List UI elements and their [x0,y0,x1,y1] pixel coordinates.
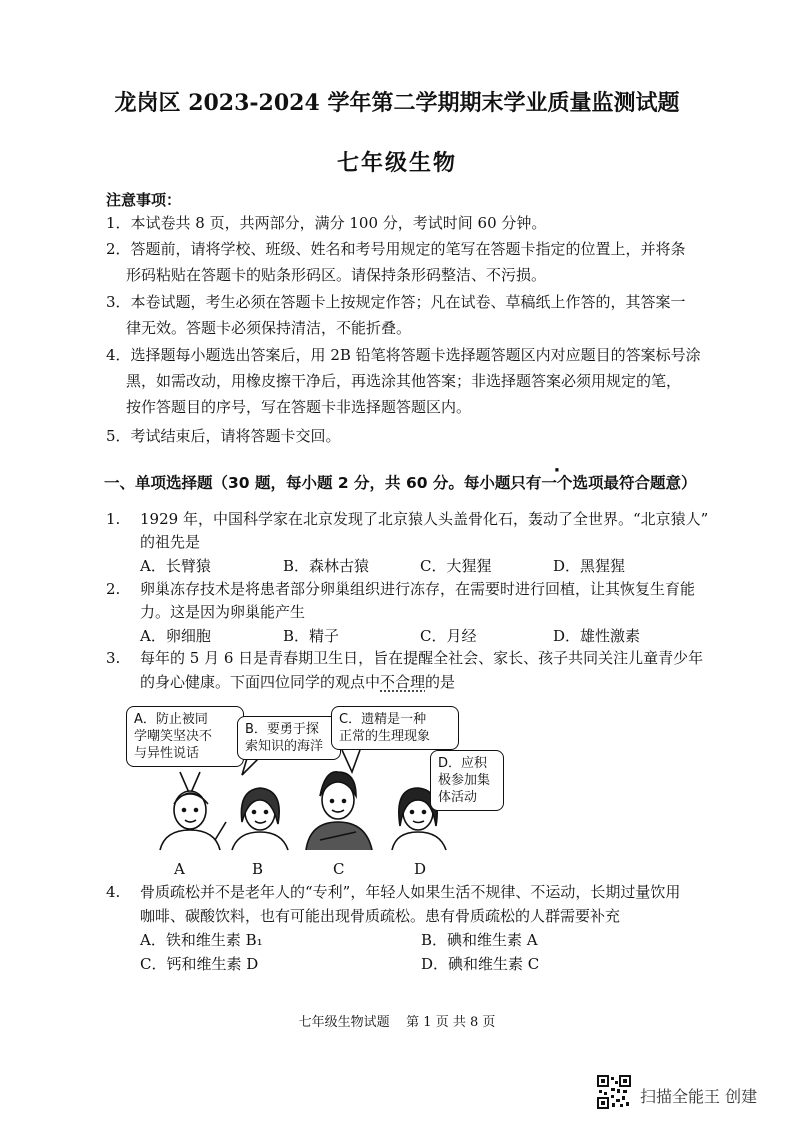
figure-label-b: B [252,860,264,878]
question-3-text [140,671,455,693]
question-1-text: 1929 年，中国科学家在北京发现了北京猿人头盖骨化石，轰动了全世界。“北京猿人” [140,510,709,528]
question-4-option-b: B．碘和维生素 A [421,931,538,949]
notice-item: 形码粘贴在答题卡的贴条形码区。请保持条形码整洁、不污损。 [126,266,547,284]
notice-item: 4．选择题每小题选出答案后，用 2B 铅笔将答题卡选择题答题区内对应题目的答案标号涂 [106,346,701,364]
bubble-b-line: 索知识的海洋 [245,739,324,754]
notice-item: 5．考试结束后，请将答题卡交回。 [106,427,341,445]
section-heading-post: 选项最符合题意） [572,474,697,492]
question-4-option-d: D．碘和维生素 C [421,955,540,973]
question-2-option-d: D．雄性激素 [553,627,641,645]
notice-item: 按作答题目的序号，写在答题卡非选择题答题区内。 [126,398,472,416]
speech-bubble-b [237,716,341,760]
question-1-text: 的祖先是 [140,533,201,551]
exam-title: 龙岗区 2023-2024 学年第二学期期末学业质量监测试题 [114,90,680,116]
question-1-option-c: C．大猩猩 [420,557,492,575]
bubble-d-line: 体活动 [438,790,478,805]
question-2-text: 力。这是因为卵巢能产生 [140,603,306,621]
notice-item: 3．本卷试题，考生必须在答题卡上按规定作答；凡在试卷、草稿纸上作答的，其答案一 [106,293,686,311]
section-heading-emphasis: 一个 [541,474,573,492]
question-3-text: 每年的 5 月 6 日是青春期卫生日，旨在提醒全社会、家长、孩子共同关注儿童青少年 [140,649,704,667]
question-4-text: 咖啡、碳酸饮料，也有可能出现骨质疏松。患有骨质疏松的人群需要补充 [140,907,621,925]
question-4-option-a: A．铁和维生素 B₁ [140,931,263,949]
question-2-option-a: A．卵细胞 [140,627,211,645]
bubble-d-line: D．应积 [438,756,488,771]
qr-code-icon [597,1075,631,1109]
question-3-text-post: 的是 [425,673,456,691]
question-1-option-b: B．森林古猿 [283,557,370,575]
question-3-text-pre: 的身心健康。下面四位同学的观点中 [140,673,381,691]
notice-item: 2．答题前，请将学校、班级、姓名和考号用规定的笔写在答题卡指定的位置上，并将条 [106,240,686,258]
notice-item: 1．本试卷共 8 页，共两部分，满分 100 分，考试时间 60 分钟。 [106,214,547,232]
bubble-c-line: C．遗精是一种 [339,712,427,727]
question-1-option-a: A．长臂猿 [140,557,211,575]
question-number: 1. [106,510,121,528]
scanner-watermark: 扫描全能王 创建 [640,1087,758,1106]
question-4-text: 骨质疏松并不是老年人的“专利”，年轻人如果生活不规律、不运动，长期过量饮用 [140,883,681,901]
question-3-emphasis: 不合理 [380,673,426,691]
notice-item: 黑，如需改动，用橡皮擦干净后，再选涂其他答案；非选择题答案必须用规定的笔， [126,372,682,390]
question-number: 2. [106,580,121,598]
bubble-a-line: A．防止被同 [134,712,208,727]
bubble-c-line: 正常的生理现象 [339,729,431,744]
figure-label-d: D [414,860,427,878]
bubble-a-line: 与异性说话 [134,746,200,761]
exam-subtitle: 七年级生物 [336,150,457,176]
speech-bubble-a [126,706,244,767]
page-footer: 七年级生物试题 第 1 页 共 8 页 [298,1015,496,1030]
notice-item: 律无效。答题卡必须保持清洁，不能折叠。 [126,319,412,337]
student-b-figure [232,788,288,850]
bubble-d-line: 极参加集 [438,773,491,788]
question-number: 3. [106,649,121,667]
student-c-figure [306,772,372,850]
section-heading-pre: 一、单项选择题（30 题，每小题 2 分，共 60 分。每小题只有 [104,474,542,492]
section-heading [104,471,696,493]
bubble-b-line: B．要勇于探 [245,722,319,737]
question-1-option-d: D．黑猩猩 [553,557,626,575]
question-2-option-c: C．月经 [420,627,477,645]
question-2-text: 卵巢冻存技术是将患者部分卵巢组织进行冻存，在需要时进行回植，让其恢复生育能 [140,580,696,598]
notice-heading: 注意事项： [106,191,182,209]
bubble-a-line: 学嘲笑坚决不 [134,729,213,744]
question-4-option-c: C．钙和维生素 D [140,955,259,973]
question-number: 4. [106,883,121,901]
student-a-figure [160,791,226,850]
figure-label-c: C [333,860,345,878]
speech-bubble-d [430,750,504,811]
question-2-option-b: B．精子 [283,627,340,645]
figure-label-a: A [174,860,185,878]
speech-bubble-c [331,706,459,750]
